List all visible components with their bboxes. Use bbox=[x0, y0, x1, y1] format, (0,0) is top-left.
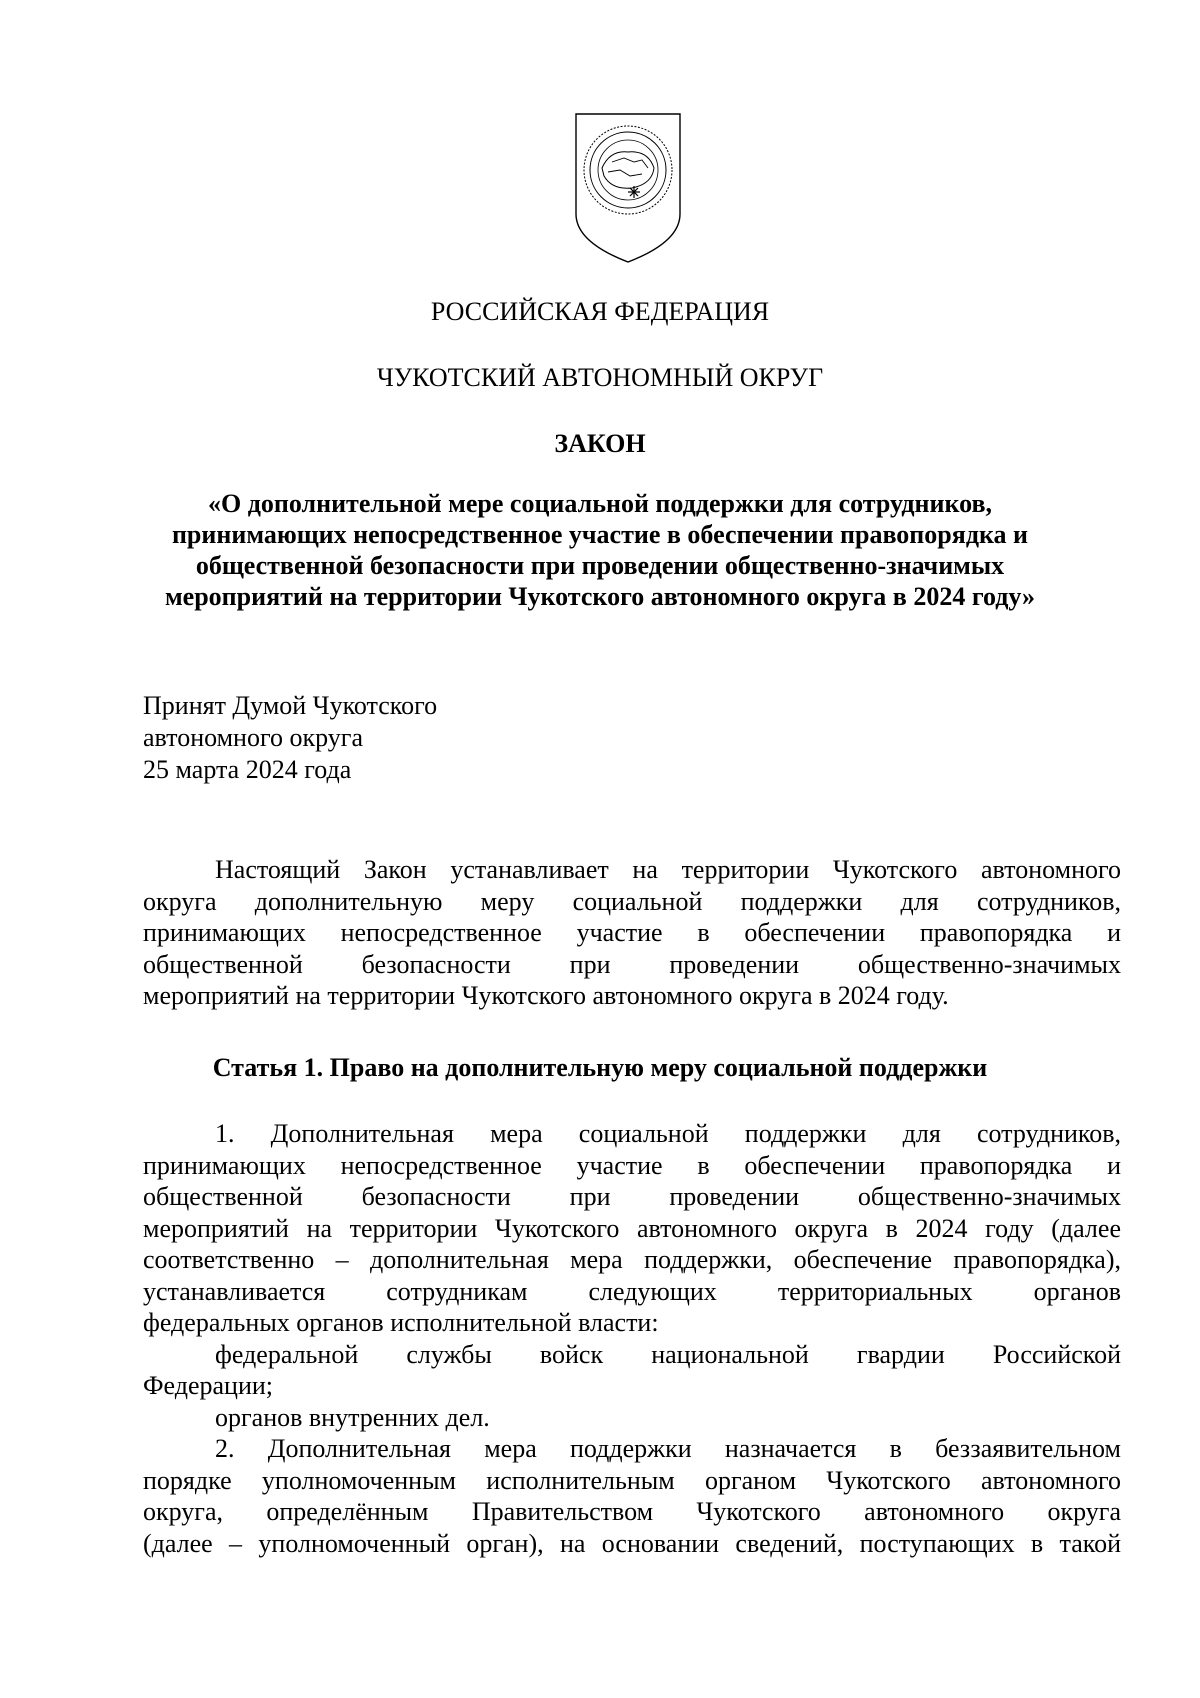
text-line: мероприятий на территории Чукотского автономного округа в 2024 году. bbox=[143, 981, 949, 1010]
text-line: 2. Дополнительная мера поддержки назначается в беззаявительном bbox=[215, 1434, 1121, 1463]
text-line: общественной безопасности при проведении общественно-значимых bbox=[143, 1182, 1121, 1211]
law-title-line: «О дополнительной мере социальной поддержки для сотрудников, bbox=[207, 489, 992, 518]
text-line: Настоящий Закон устанавливает на территории Чукотского автономного bbox=[215, 855, 1121, 884]
text-line: мероприятий на территории Чукотского автономного округа в 2024 году (далее bbox=[143, 1213, 1121, 1243]
region-name: ЧУКОТСКИЙ АВТОНОМНЫЙ ОКРУГ bbox=[376, 363, 824, 392]
text-line: 1. Дополнительная мера социальной поддержки для сотрудников, bbox=[215, 1119, 1121, 1148]
text-line: порядке уполномоченным исполнительным органом Чукотского автономного bbox=[143, 1465, 1121, 1495]
text-line: принимающих непосредственное участие в обеспечении правопорядка и bbox=[143, 1150, 1121, 1180]
preamble-paragraph bbox=[143, 854, 1121, 1012]
article-1-heading: Статья 1. Право на дополнительную меру социальной поддержки bbox=[212, 1053, 988, 1082]
text-line: округа дополнительную меру социальной поддержки для сотрудников, bbox=[143, 886, 1121, 916]
list-item-line: федеральной службы войск национальной гвардии Российской bbox=[215, 1339, 1121, 1369]
text-line: (далее – уполномоченный орган), на основании сведений, поступающих в такой bbox=[143, 1528, 1121, 1558]
text-line: принимающих непосредственное участие в обеспечении правопорядка и bbox=[143, 918, 1121, 947]
coat-of-arms-emblem bbox=[572, 110, 684, 266]
text-line: общественной безопасности при проведении общественно-значимых bbox=[143, 949, 1121, 979]
text-line: соответственно – дополнительная мера поддержки, обеспечение правопорядка), bbox=[143, 1245, 1121, 1274]
document-type: ЗАКОН bbox=[554, 429, 646, 458]
list-item-line: Федерации; bbox=[143, 1371, 274, 1400]
text-line: устанавливается сотрудникам следующих территориальных органов bbox=[143, 1276, 1121, 1306]
adoption-line: автономного округа bbox=[143, 723, 363, 752]
law-title-line: принимающих непосредственное участие в обеспечении правопорядка и bbox=[171, 520, 1029, 549]
text-line: федеральных органов исполнительной власти: bbox=[143, 1308, 659, 1337]
country-name: РОССИЙСКАЯ ФЕДЕРАЦИЯ bbox=[430, 297, 770, 326]
text-line: округа, определённым Правительством Чукотского автономного округа bbox=[143, 1497, 1121, 1526]
adoption-date: 25 марта 2024 года bbox=[143, 755, 352, 784]
law-title-line: мероприятий на территории Чукотского автономного округа в 2024 году» bbox=[164, 582, 1036, 611]
adoption-line: Принят Думой Чукотского bbox=[143, 691, 438, 720]
article-1-clause-1 bbox=[143, 1118, 1121, 1559]
law-title bbox=[0, 488, 1200, 612]
adoption-info bbox=[143, 690, 437, 786]
list-item-line: органов внутренних дел. bbox=[215, 1402, 490, 1432]
law-title-line: общественной безопасности при проведении общественно-значимых bbox=[195, 551, 1005, 580]
